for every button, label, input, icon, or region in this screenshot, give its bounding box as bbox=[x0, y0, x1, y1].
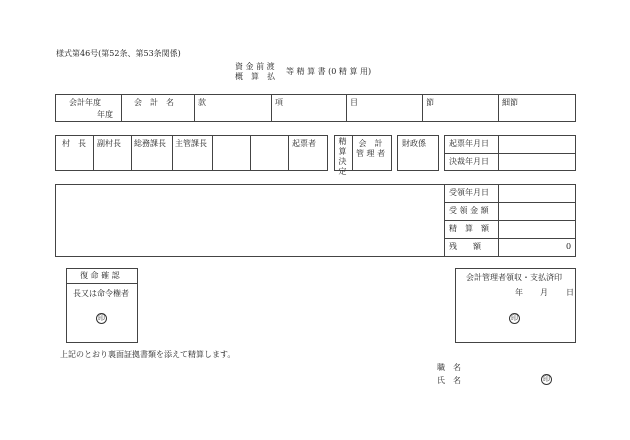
decision-date-label: 決裁年月日 bbox=[449, 157, 489, 166]
seal-mark-icon: 印 bbox=[543, 375, 550, 383]
position-label: 職 名 bbox=[437, 363, 461, 372]
form-reference: 様式第46号(第52条、第53条関係) bbox=[56, 49, 181, 58]
balance-value: 0 bbox=[566, 242, 572, 251]
accountant-label: 会 計 管 理 者 bbox=[356, 139, 386, 158]
name-label: 氏 名 bbox=[437, 376, 461, 385]
seal-mark-icon: 印 bbox=[511, 314, 518, 322]
drafter-label: 起票者 bbox=[292, 139, 316, 148]
fiscal-year-label: 会計年度 bbox=[69, 98, 101, 107]
kan-label: 款 bbox=[198, 98, 206, 107]
balance-label: 残 額 bbox=[449, 242, 481, 251]
saisetsu-label: 細節 bbox=[502, 98, 518, 107]
receipt-day-label: 日 bbox=[566, 288, 574, 297]
setsu-label: 節 bbox=[426, 98, 434, 107]
manager-label: 主管課長 bbox=[175, 139, 207, 148]
drafting-date-label: 起票年月日 bbox=[449, 139, 489, 148]
general-affairs-label: 総務課長 bbox=[134, 139, 166, 148]
receipt-month-label: 月 bbox=[540, 288, 548, 297]
title-main: 等 精 算 書 (0 精 算 用) bbox=[286, 67, 372, 76]
receipt-stamp-title: 会計管理者領収・支払済印 bbox=[466, 273, 562, 282]
receipt-date-label: 受領年月日 bbox=[449, 188, 489, 197]
reinstatement-subtitle: 長又は命令権者 bbox=[73, 289, 129, 298]
account-name-label: 会 計 名 bbox=[134, 98, 174, 107]
settlement-decision-label: 精算決定 bbox=[338, 137, 347, 176]
receipt-year-label: 年 bbox=[515, 288, 523, 297]
statement-text: 上記のとおり裏面証拠書類を添えて精算します。 bbox=[60, 350, 236, 359]
kou-label: 項 bbox=[275, 98, 283, 107]
finance-clerk-label: 財政係 bbox=[402, 139, 426, 148]
settlement-amount-label: 精 算 額 bbox=[449, 224, 489, 233]
receipt-amount-label: 受 領 金 額 bbox=[449, 206, 489, 215]
title-upper: 資 金 前 渡 bbox=[235, 62, 275, 71]
seal-mark-icon: 印 bbox=[98, 314, 105, 322]
title-lower: 概 算 払 bbox=[235, 72, 275, 81]
mayor-label: 村 長 bbox=[62, 139, 86, 148]
moku-label: 目 bbox=[350, 98, 358, 107]
deputy-mayor-label: 副村長 bbox=[97, 139, 121, 148]
reinstatement-title: 復 命 確 認 bbox=[80, 271, 120, 280]
fiscal-year-sub-label: 年度 bbox=[97, 110, 113, 119]
